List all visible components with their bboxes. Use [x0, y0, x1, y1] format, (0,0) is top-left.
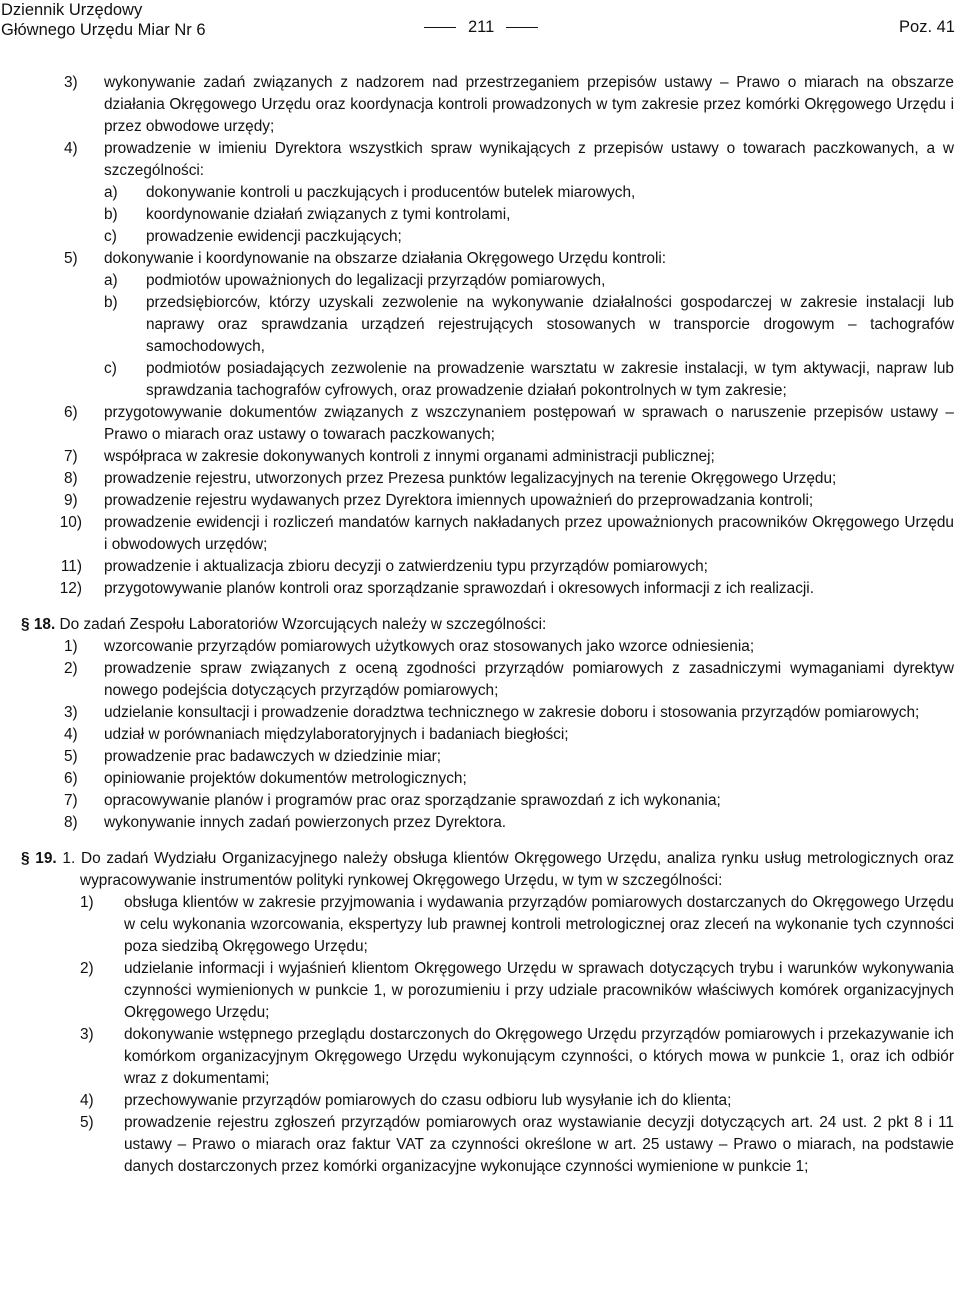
item-number: 12) — [59, 580, 82, 597]
section-18-intro — [0, 614, 960, 636]
list-item — [0, 358, 960, 402]
item-text: dokonywanie wstępnego przeglądu dostarczonych do Okręgowego Urzędu przyrządów pomiarowych i przekazywanie ich komórkom organizacyjnym Okręgowego Urzędu wykonującym czynności, o których mowa w punkcie 1, oraz ich odbiór wraz z dokumentami; — [124, 1026, 954, 1087]
list-item — [0, 248, 960, 270]
item-number: 5) — [64, 250, 78, 267]
list-item — [0, 556, 960, 578]
list-item — [0, 292, 960, 358]
item-number: b) — [104, 206, 118, 223]
item-text: prowadzenie rejestru wydawanych przez Dyrektora imiennych upoważnień do przeprowadzania kontroli; — [104, 492, 814, 509]
list-item — [0, 1112, 960, 1178]
list-item — [0, 1090, 960, 1112]
item-text: dokonywanie kontroli u paczkujących i producentów butelek miarowych, — [146, 184, 636, 201]
item-number: 4) — [80, 1092, 94, 1109]
item-number: 8) — [64, 470, 78, 487]
item-text: prowadzenie ewidencji i rozliczeń mandatów karnych nakładanych przez upoważnionych pracowników Okręgowego Urzędu i obwodowych urzędów; — [104, 514, 954, 553]
journal-title — [1, 0, 206, 40]
item-text: udział w porównaniach międzylaboratoryjnych i badaniach biegłości; — [104, 726, 569, 743]
list-item — [0, 226, 960, 248]
item-number: 6) — [64, 770, 78, 787]
item-number: a) — [104, 184, 118, 201]
section-19-para-number: 1. — [62, 850, 76, 867]
item-text: prowadzenie rejestru zgłoszeń przyrządów pomiarowych oraz wystawianie decyzji dotyczących art. 24 ust. 2 pkt 8 i 11 ustawy – Prawo o miarach oraz faktur VAT za czynności określone w art. 25 ustawy – Prawo o miarach, na podstawie danych dostarczonych przez komórki organizacyjne wykonujące czynności wymienione w punkcie 1; — [124, 1114, 954, 1175]
list-item — [0, 402, 960, 446]
item-text: przygotowywanie planów kontroli oraz sporządzanie sprawozdań i okresowych informacji z ich realizacji. — [104, 580, 814, 597]
page-number — [412, 16, 550, 38]
item-text: wzorcowanie przyrządów pomiarowych użytkowych oraz stosowanych jako wzorce odniesienia; — [104, 638, 755, 655]
journal-title-line1: Dziennik Urzędowy — [1, 1, 143, 19]
page-number-value: 211 — [468, 18, 495, 36]
list-item — [0, 204, 960, 226]
list-item — [0, 812, 960, 834]
list-item — [0, 1024, 960, 1090]
item-number: 3) — [80, 1026, 94, 1043]
item-number: 5) — [80, 1114, 94, 1131]
item-number: 4) — [64, 140, 78, 157]
item-number: 5) — [64, 748, 78, 765]
list-item — [0, 724, 960, 746]
item-number: 11) — [60, 558, 82, 575]
item-number: 7) — [64, 792, 78, 809]
list-item — [0, 446, 960, 468]
document-body — [0, 72, 960, 1178]
item-number: 9) — [64, 492, 78, 509]
item-text: wykonywanie zadań związanych z nadzorem nad przestrzeganiem przepisów ustawy – Prawo o miarach na obszarze działania Okręgowego Urzędu oraz koordynacja kontroli prowadzonych w tym zakresie przez komórki Okręgowego Urzędu i przez obwodowe urzędy; — [104, 74, 954, 135]
section-18-text: Do zadań Zespołu Laboratoriów Wzorcujących należy w szczególności: — [59, 616, 547, 633]
item-text: obsługa klientów w zakresie przyjmowania i wydawania przyrządów pomiarowych dostarczanych do Okręgowego Urzędu w celu wykonania wzorcowania, ekspertyzy lub prawnej kontroli metrologicznej oraz zleceń na wykonanie tych czynności poza siedzibą Okręgowego Urzędu; — [124, 894, 954, 955]
list-item — [0, 658, 960, 702]
dash-left — [424, 27, 456, 29]
item-text: przedsiębiorców, którzy uzyskali zezwolenie na wykonywanie działalności gospodarczej w zakresie instalacji lub naprawy oraz sprawdzania urządzeń rejestrujących stosowanych w transporcie drogowym – tachografów samochodowych, — [146, 294, 954, 355]
list-item — [0, 790, 960, 812]
item-number: 1) — [64, 638, 78, 655]
list-item — [0, 72, 960, 138]
section-18-mark: § 18. — [21, 616, 56, 633]
list-item — [0, 892, 960, 958]
page-header — [0, 0, 960, 40]
item-text: przygotowywanie dokumentów związanych z wszczynaniem postępowań w sprawach o naruszenie przepisów ustawy – Prawo o miarach oraz ustawy o towarach paczkowanych; — [104, 404, 954, 443]
item-text: prowadzenie prac badawczych w dziedzinie miar; — [104, 748, 442, 765]
item-text: opiniowanie projektów dokumentów metrologicznych; — [104, 770, 467, 787]
list-item — [0, 636, 960, 658]
item-number: 6) — [64, 404, 78, 421]
list-item — [0, 702, 960, 724]
item-text: przechowywanie przyrządów pomiarowych do czasu odbioru lub wysyłanie ich do klienta; — [124, 1092, 732, 1109]
item-text: prowadzenie spraw związanych z oceną zgodności przyrządów pomiarowych z zasadniczymi wymaganiami dyrektyw nowego podejścia dotyczących przyrządów pomiarowych; — [104, 660, 954, 699]
item-number: 2) — [64, 660, 78, 677]
item-text: podmiotów upoważnionych do legalizacji przyrządów pomiarowych, — [146, 272, 606, 289]
item-text: koordynowanie działań związanych z tymi kontrolami, — [146, 206, 511, 223]
journal-title-line2: Głównego Urzędu Miar Nr 6 — [1, 21, 206, 39]
item-number: 3) — [64, 74, 78, 91]
section-19-intro — [0, 848, 960, 892]
list-item — [0, 490, 960, 512]
item-text: udzielanie konsultacji i prowadzenie doradztwa technicznego w zakresie doboru i stosowania przyrządów pomiarowych; — [104, 704, 920, 721]
item-number: 10) — [59, 514, 82, 531]
item-text: podmiotów posiadających zezwolenie na prowadzenie warsztatu w zakresie instalacji, w tym aktywacji, napraw lub sprawdzania tachografów cyfrowych, oraz prowadzenie działań pokontrolnych w tym zakresie; — [146, 360, 954, 399]
item-text: współpraca w zakresie dokonywanych kontroli z innymi organami administracji publicznej; — [104, 448, 715, 465]
item-number: a) — [104, 272, 118, 289]
list-item — [0, 138, 960, 182]
item-text: wykonywanie innych zadań powierzonych przez Dyrektora. — [104, 814, 507, 831]
list-item — [0, 468, 960, 490]
item-text: prowadzenie rejestru, utworzonych przez Prezesa punktów legalizacyjnych na terenie Okręgowego Urzędu; — [104, 470, 837, 487]
list-item — [0, 768, 960, 790]
section-19-mark: § 19. — [21, 850, 57, 867]
position-number: Poz. 41 — [899, 18, 955, 36]
list-item — [0, 270, 960, 292]
section-19-text: Do zadań Wydziału Organizacyjnego należy obsługa klientów Okręgowego Urzędu, analiza rynku usług metrologicznych oraz wypracowywanie instrumentów polityki rynkowej Okręgowego Urzędu, w tym w szczególności: — [80, 850, 955, 889]
item-text: prowadzenie i aktualizacja zbioru decyzji o zatwierdzeniu typu przyrządów pomiarowych; — [104, 558, 708, 575]
list-item — [0, 746, 960, 768]
item-text: opracowywanie planów i programów prac oraz sporządzanie sprawozdań z ich wykonania; — [104, 792, 721, 809]
item-text: udzielanie informacji i wyjaśnień klientom Okręgowego Urzędu w sprawach dotyczących trybu i warunków wykonywania czynności wymienionych w punkcie 1, w porozumieniu i przy udziale pracowników właściwych komórek organizacyjnych Okręgowego Urzędu; — [124, 960, 954, 1021]
item-number: 3) — [64, 704, 78, 721]
item-number: 1) — [80, 894, 94, 911]
list-item — [0, 182, 960, 204]
item-number: c) — [104, 360, 117, 377]
item-text: prowadzenie ewidencji paczkujących; — [146, 228, 402, 245]
item-text: dokonywanie i koordynowanie na obszarze działania Okręgowego Urzędu kontroli: — [104, 250, 667, 267]
item-number: 4) — [64, 726, 78, 743]
item-number: 2) — [80, 960, 94, 977]
list-item — [0, 578, 960, 600]
item-number: 7) — [64, 448, 78, 465]
list-item — [0, 958, 960, 1024]
item-text: prowadzenie w imieniu Dyrektora wszystkich spraw wynikających z przepisów ustawy o towarach paczkowanych, a w szczególności: — [104, 140, 954, 179]
item-number: c) — [104, 228, 117, 245]
item-number: 8) — [64, 814, 78, 831]
list-item — [0, 512, 960, 556]
item-number: b) — [104, 294, 118, 311]
dash-right — [506, 27, 538, 29]
